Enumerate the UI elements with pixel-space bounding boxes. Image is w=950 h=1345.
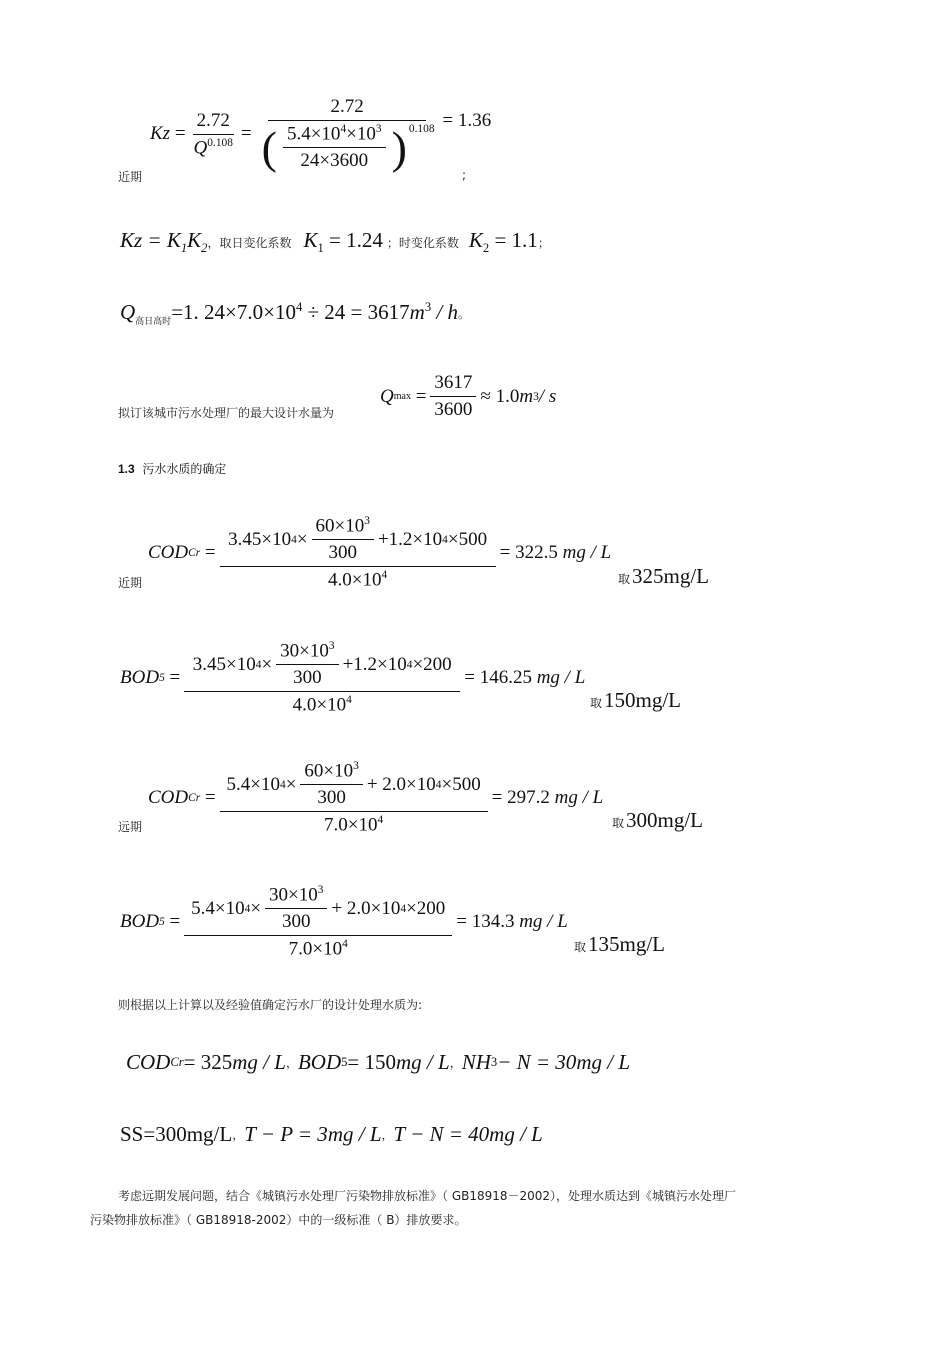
kz-lhs: Kz <box>150 123 171 145</box>
cod-near-equation: COD Cr = 3.45×10 4 × $\frac{60\times 10^3}{300}$ +1.2×10 4 ×500 $4.0\times 10^4$ = 322.5 mg / L <box>148 515 612 591</box>
closing-line-2: 污染物排放标准》（ GB18918-2002）中的一级标准（ B）排放要求。 <box>90 1213 467 1227</box>
closing-line-1: 考虑远期发展问题，结合《城镇污水处理厂污染物排放标准》（ GB18918－2002），处理水质达到《城镇污水处理厂 <box>118 1189 737 1203</box>
summary-line-1: COD Cr = 325 mg / L ， BOD 5 = 150 mg / L ， NH 3 − N = 30 mg / L <box>126 1050 630 1074</box>
qmax-label: 拟订该城市污水处理厂的最大设计水量为 <box>118 406 335 420</box>
cod-near-take: 取325mg/L <box>618 564 710 588</box>
summary-intro: 则根据以上计算以及经验值确定污水厂的设计处理水质为: <box>118 998 423 1012</box>
kz-factor-line: $Kz = K_1K_2$ ，取日变化系数 $K_1 = 1.24$ ；时变化系数 $K_2 = 1.1$ ； <box>120 228 550 256</box>
bod-near-take: 取150mg/L <box>590 688 682 712</box>
bod-far-take: 取135mg/L <box>574 932 666 956</box>
bod-near-equation: BOD 5 = 3.45×10 4 × $\frac{30\times 10^3}{300}$ +1.2×10 4 ×200 $4.0\times 10^4$ = 146.25 mg / L <box>120 640 586 716</box>
bod-far-equation: BOD 5 = 5.4×10 4 × $\frac{30\times 10^3}{300}$ + 2.0×10 4 ×200 $7.0\times 10^4$ = 134.3 mg / L <box>120 884 568 960</box>
near-term-label-2: 近期 <box>118 576 143 590</box>
near-term-label-1: 近期 <box>118 170 143 184</box>
kz-fraction-1: $\frac{2.72}{Q^{0.108}}$ <box>193 109 233 158</box>
cod-far-take: 取300mg/L <box>612 808 704 832</box>
kz-tail: ; <box>462 168 467 182</box>
section-heading: 1.3 污水水质的确定 <box>118 462 227 476</box>
qmax-equation: Q max = $\frac{3617}{3600}$ ≈ 1.0 m 3 / s <box>380 372 557 420</box>
kz-result: = 1.36 <box>442 110 492 131</box>
cod-far-equation: COD Cr = 5.4×10 4 × $\frac{60\times 10^3}{300}$ + 2.0×10 4 ×500 $7.0\times 10^4$ = 297.2 mg / L <box>148 760 604 836</box>
far-term-label: 远期 <box>118 820 143 834</box>
kz-equation: Kz = $\frac{2.72}{Q^{0.108}}$ = 2.72 ( $\frac{5.4\times 10^4\times 10^3}{24\times 3600}$ ) $^{0.108}$ = 1.36 <box>150 96 492 173</box>
q-peak-hour-line: $Q_{高日高时}=1$. $24\times 7.0\times 10^4 \div 24 = 3617m^3 / h$ 。 <box>120 300 470 327</box>
summary-line-2: SS=300mg/L ， T − P = 3 mg / L ， T − N = 40 mg / L <box>120 1122 543 1146</box>
kz-fraction-2: 2.72 ( $\frac{5.4\times 10^4\times 10^3}{24\times 3600}$ ) $^{0.108}$ <box>261 96 435 173</box>
